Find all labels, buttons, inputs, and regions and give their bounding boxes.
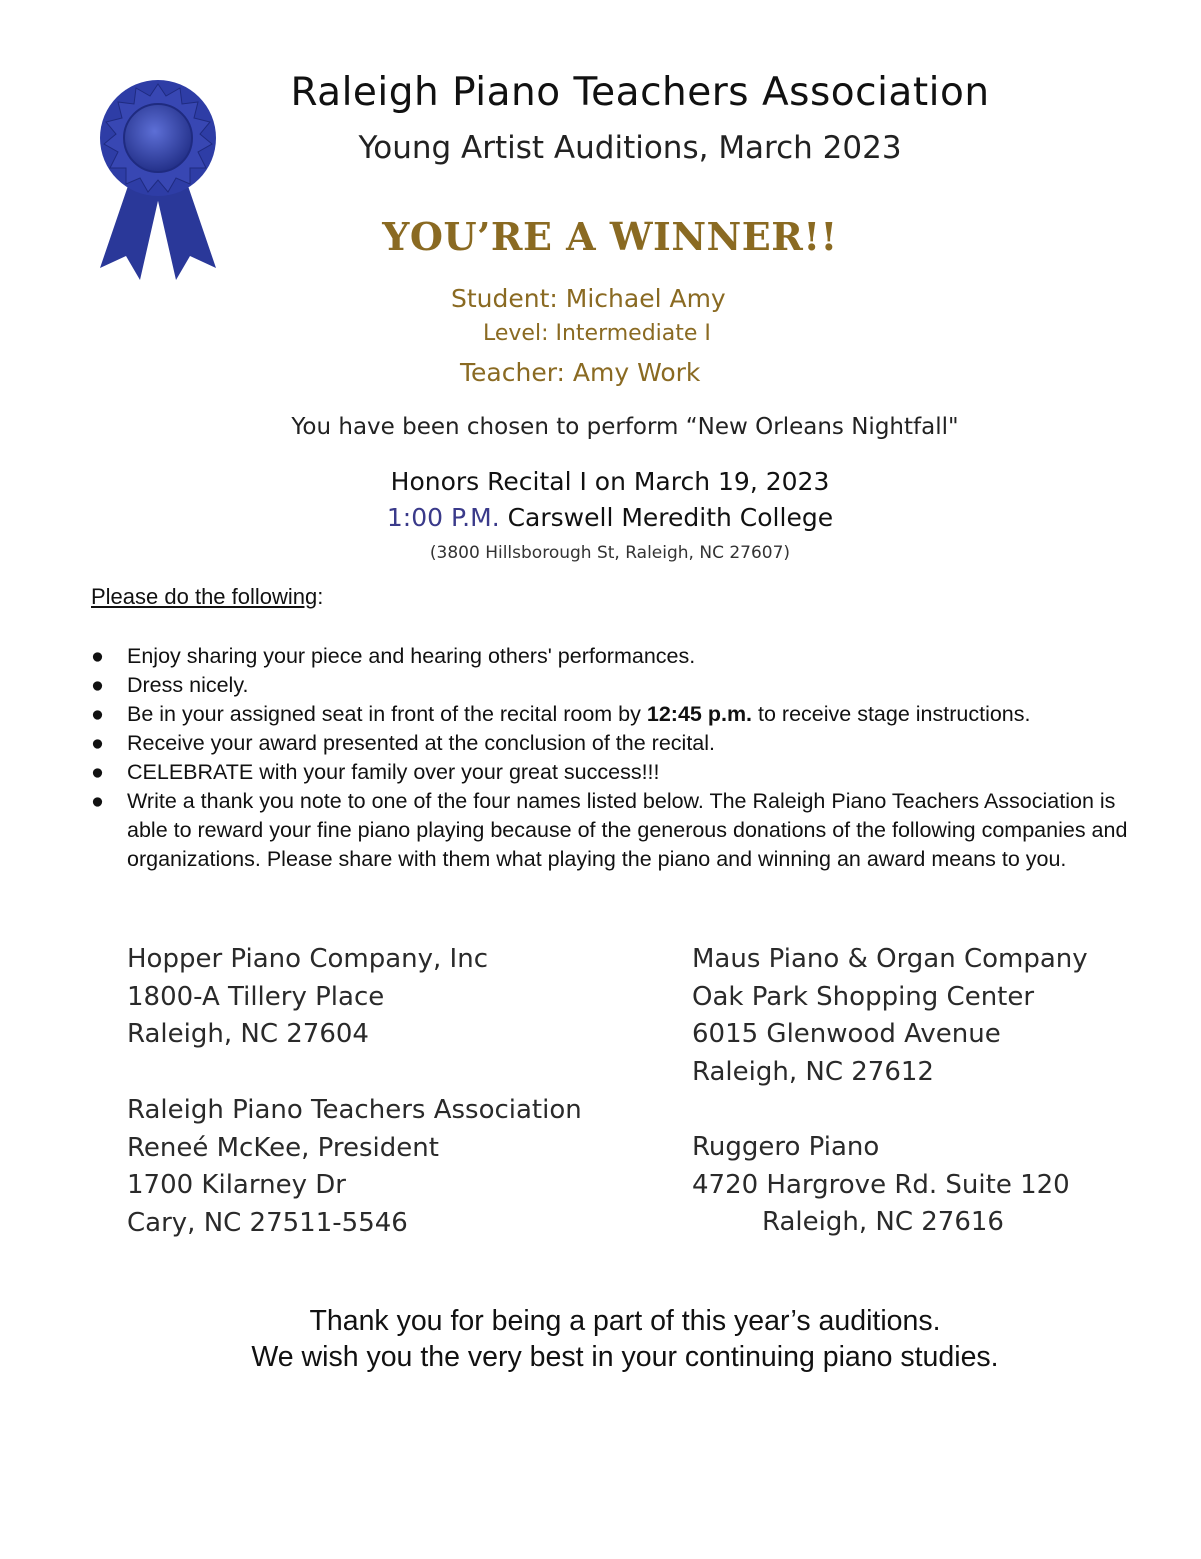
list-item <box>91 729 1151 758</box>
recital-venue: Carswell Meredith College <box>507 503 834 532</box>
bullet: ● <box>91 789 104 813</box>
list-item <box>91 700 1151 729</box>
list-item <box>91 671 1151 700</box>
recital-time-venue <box>260 503 960 532</box>
student-line: Student: Michael Amy <box>451 284 726 313</box>
sponsor-line: Raleigh, NC 27604 <box>127 1019 369 1049</box>
closing-line-1: Thank you for being a part of this year’s auditions. <box>309 1305 941 1337</box>
performance-piece: You have been chosen to perform “New Orleans Nightfall" <box>291 414 959 440</box>
sponsor-line: 6015 Glenwood Avenue <box>692 1019 1001 1049</box>
sponsor-line: Reneé McKee, President <box>127 1132 439 1163</box>
instructions-list <box>91 642 1151 874</box>
closing-line-2: We wish you the very best in your continuing piano studies. <box>251 1341 999 1373</box>
sponsor-rpta <box>127 1092 582 1242</box>
list-item-text: Write a thank you note to one of the four names listed below. The Raleigh Piano Teachers Association is able to reward your fine piano playing because of the generous donations of the following companies and organizations. Please share with them what playing the piano and winning an award means to you. <box>127 789 1128 871</box>
list-item-text: Enjoy sharing your piece and hearing others' performances. <box>127 644 696 668</box>
sponsor-line: 1800-A Tillery Place <box>127 981 385 1012</box>
closing-message <box>100 1303 1150 1375</box>
instructions-heading <box>91 584 323 610</box>
seat-time: 12:45 p.m. <box>646 702 753 726</box>
bullet: ● <box>91 644 104 668</box>
event-subtitle: Young Artist Auditions, March 2023 <box>358 130 902 166</box>
winner-heading: YOU’RE A WINNER!! <box>382 214 838 259</box>
sponsor-hopper <box>127 941 488 1054</box>
venue-address: (3800 Hillsborough St, Raleigh, NC 27607) <box>429 543 791 563</box>
sponsor-ruggero <box>692 1129 1070 1242</box>
instructions-heading-colon: : <box>317 584 324 609</box>
level-line: Level: Intermediate I <box>483 321 711 346</box>
sponsor-line: Ruggero Piano <box>692 1132 880 1162</box>
list-item-text: Dress nicely. <box>127 673 249 697</box>
sponsor-line: Cary, NC 27511-5546 <box>127 1207 408 1238</box>
sponsor-line: Hopper Piano Company, Inc <box>127 944 488 974</box>
recital-time: 1:00 P.M. <box>386 503 500 532</box>
bullet: ● <box>91 731 104 755</box>
seat-suffix: to receive stage instructions. <box>752 702 1031 726</box>
sponsor-line: Maus Piano & Organ Company <box>692 944 1088 974</box>
list-item <box>91 787 1151 874</box>
org-title: Raleigh Piano Teachers Association <box>290 70 990 115</box>
bullet: ● <box>91 702 104 726</box>
sponsor-line: Oak Park Shopping Center <box>692 981 1035 1012</box>
bullet: ● <box>91 760 104 784</box>
list-item <box>91 758 1151 787</box>
sponsor-line: 1700 Kilarney Dr <box>127 1170 346 1200</box>
bullet: ● <box>91 673 104 697</box>
sponsor-line: Raleigh, NC 27612 <box>692 1056 934 1087</box>
list-item-text: CELEBRATE with your family over your great success!!! <box>127 760 660 784</box>
recital-date: Honors Recital I on March 19, 2023 <box>390 467 830 496</box>
sponsor-line: Raleigh Piano Teachers Association <box>127 1095 582 1125</box>
list-item-text: Be in your assigned seat in front of the recital room by <box>127 702 641 726</box>
sponsor-line: Raleigh, NC 27616 <box>762 1207 1004 1237</box>
instructions-heading-text: Please do the following <box>91 584 318 609</box>
sponsor-maus <box>692 941 1088 1091</box>
list-item <box>91 642 1151 671</box>
sponsor-line: 4720 Hargrove Rd. Suite 120 <box>692 1169 1070 1200</box>
list-item-text: Receive your award presented at the conclusion of the recital. <box>127 731 715 755</box>
teacher-line: Teacher: Amy Work <box>460 358 701 387</box>
